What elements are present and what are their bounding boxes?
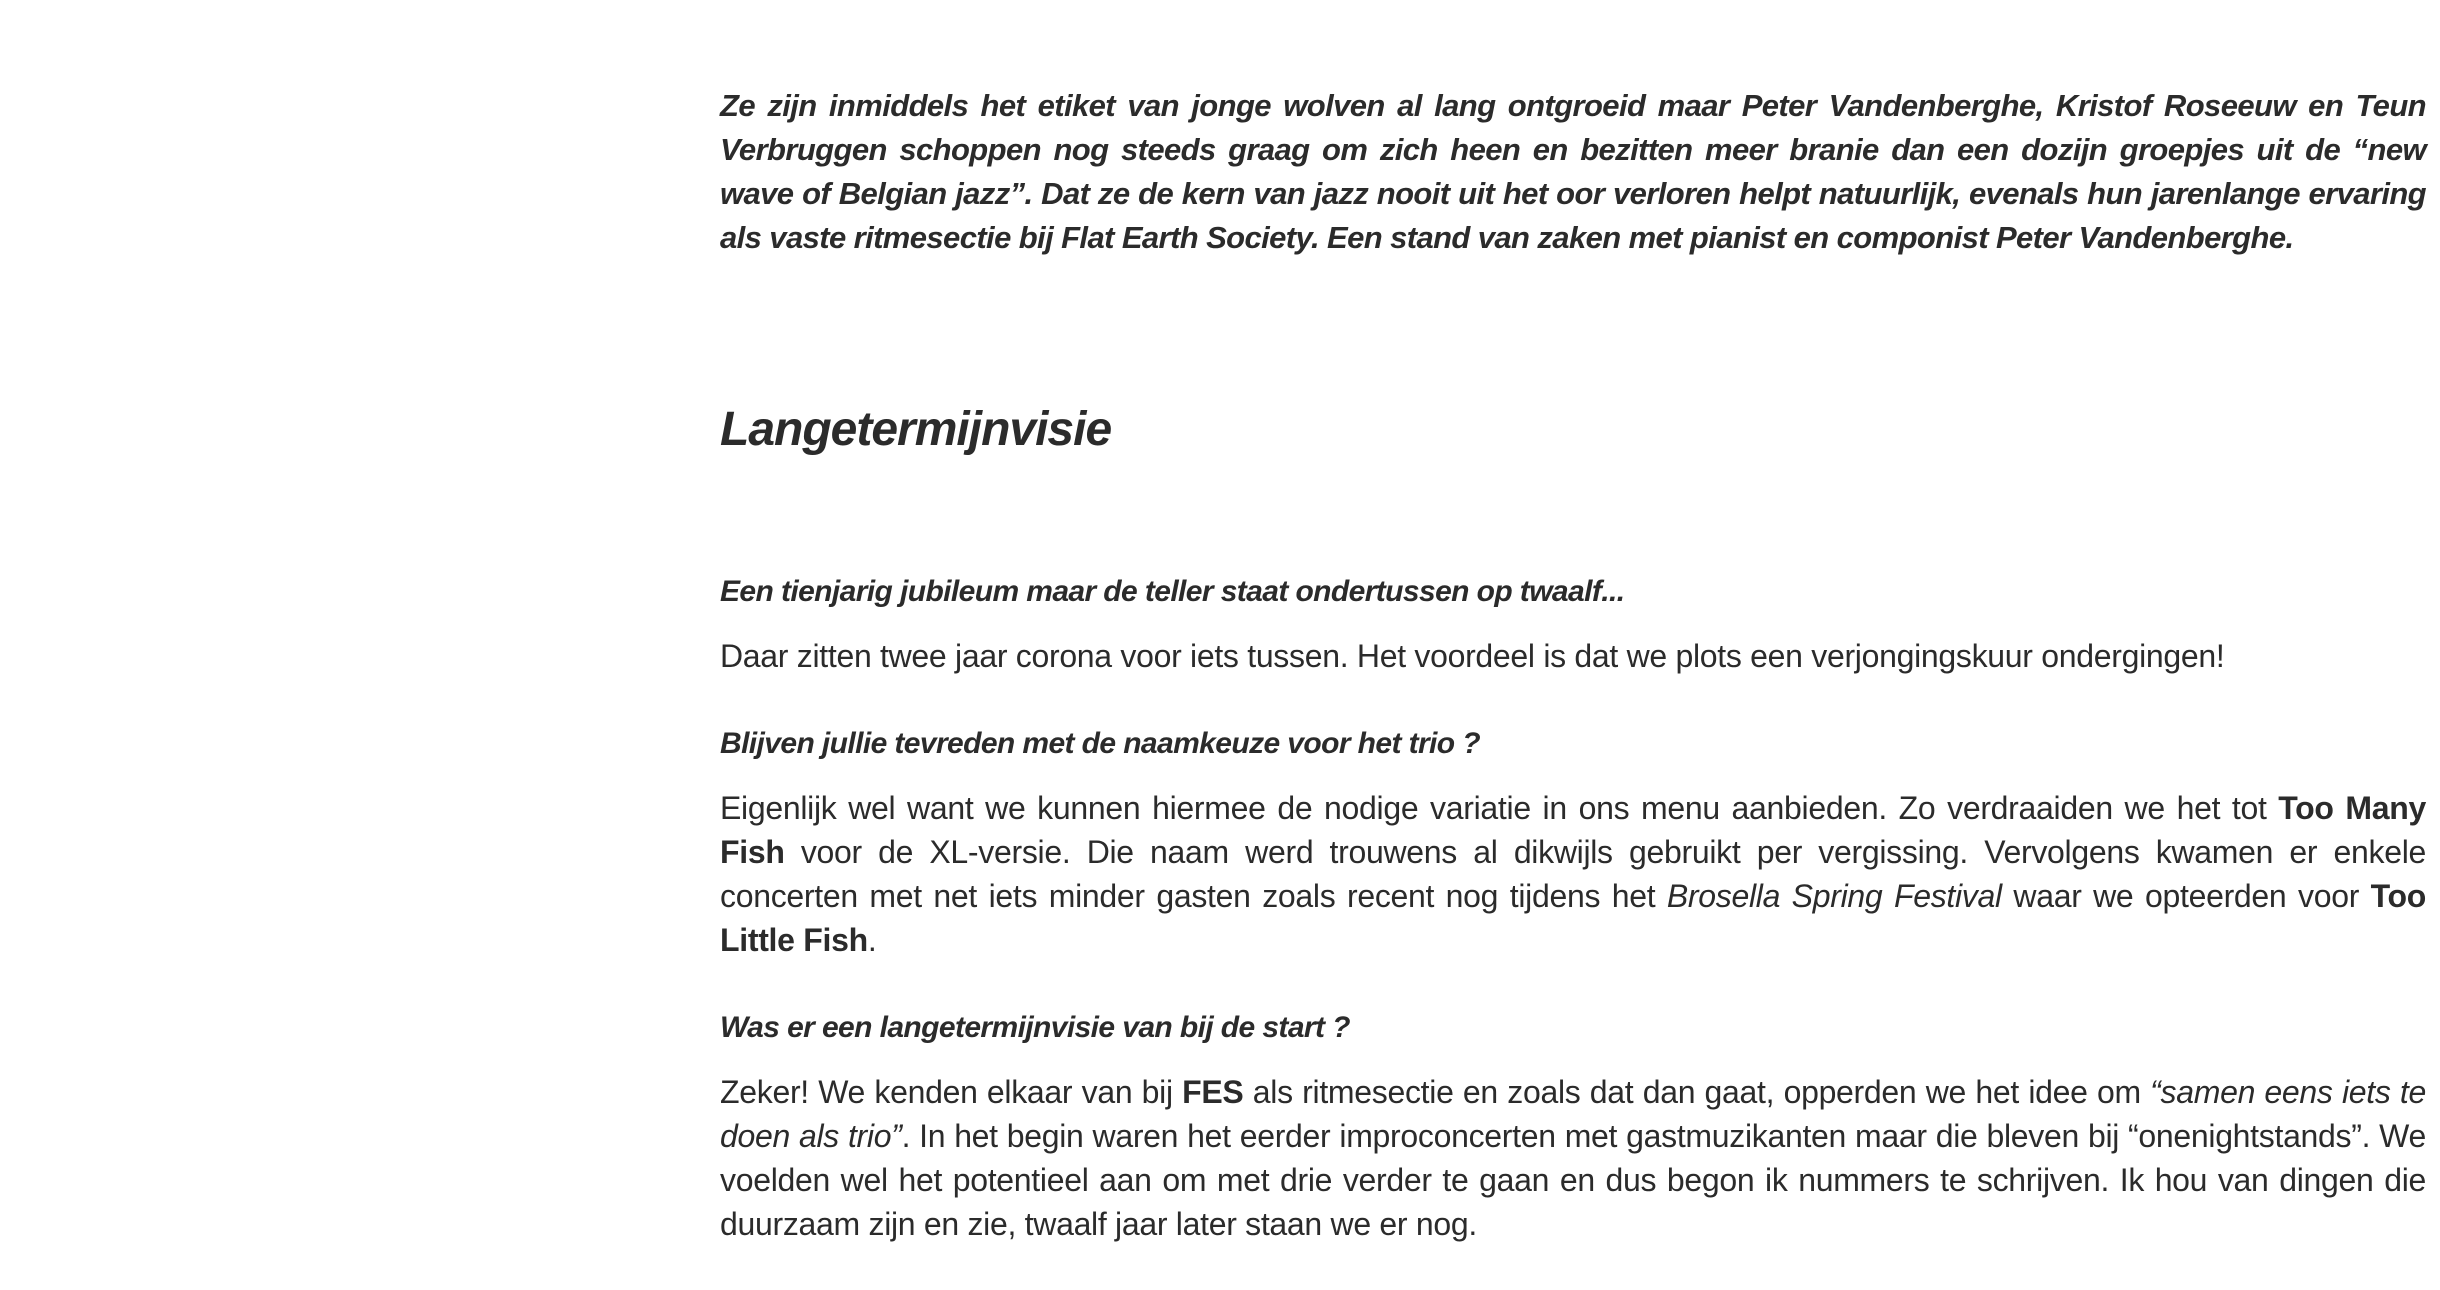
answer-1	[720, 634, 2426, 678]
answer-3-text: Zeker! We kenden elkaar van bij	[720, 1074, 1183, 1110]
band-name-too-little-fish: Too Little Fish	[720, 878, 2426, 958]
answer-2-text: .	[867, 922, 877, 958]
festival-name: Brosella Spring Festival	[1666, 878, 2002, 914]
intro-paragraph: Ze zijn inmiddels het etiket van jonge wolven al lang ontgroeid maar Peter Vandenberghe, Kristof Roseeuw en Teun Verbruggen schoppen nog steeds graag om zich heen en bezitten meer branie dan een dozijn groepjes uit de “new wave of Belgian jazz”. Dat ze de kern van jazz nooit uit het oor verloren helpt natuurlijk, evenals hun jarenlange ervaring als vaste ritmesectie bij Flat Earth Society. Een stand van zaken met pianist en componist Peter Vandenberghe.	[720, 88, 2426, 255]
article	[720, 84, 2426, 1242]
answer-2-text: waar we opteerden voor	[2001, 878, 2371, 914]
answer-3-text: . In het begin waren het eerder improconcerten met gastmuzikanten maar die bleven bij “onenightstands”. We voelden wel het potentieel aan om met drie verder te gaan en dus begon ik nummers te schrijven. Ik hou van dingen die duurzaam zijn en zie, twaalf jaar later staan we er nog.	[720, 1118, 2426, 1242]
answer-3	[720, 1070, 2426, 1246]
answer-3-text: als ritmesectie en zoals dat dan gaat, opperden we het idee om	[1243, 1074, 2151, 1110]
answer-1-text: Daar zitten twee jaar corona voor iets tussen. Het voordeel is dat we plots een verjongingskuur ondergingen!	[720, 638, 2225, 674]
question-1: Een tienjarig jubileum maar de teller staat ondertussen op twaalf...	[720, 575, 1625, 608]
question-3: Was er een langetermijnvisie van bij de start ?	[720, 1011, 1350, 1044]
band-name-fes: FES	[1182, 1074, 1244, 1110]
quote: “samen eens iets te doen als trio”	[720, 1074, 2426, 1154]
answer-2	[720, 786, 2426, 962]
interview-qa	[720, 570, 2426, 1290]
answer-2-text: Eigenlijk wel want we kunnen hiermee de nodige variatie in ons menu aanbieden. Zo verdraaiden we het tot	[720, 790, 2279, 826]
band-name-too-many-fish: Too Many Fish	[720, 790, 2426, 870]
answer-2-text: voor de XL-versie. Die naam werd trouwens al dikwijls gebruikt per vergissing. Vervolgens kwamen er enkele concerten met net iets minder gasten zoals recent nog tijdens het	[720, 834, 2426, 914]
question-2: Blijven jullie tevreden met de naamkeuze voor het trio ?	[720, 727, 1480, 760]
section-heading: Langetermijnvisie	[720, 403, 1112, 456]
